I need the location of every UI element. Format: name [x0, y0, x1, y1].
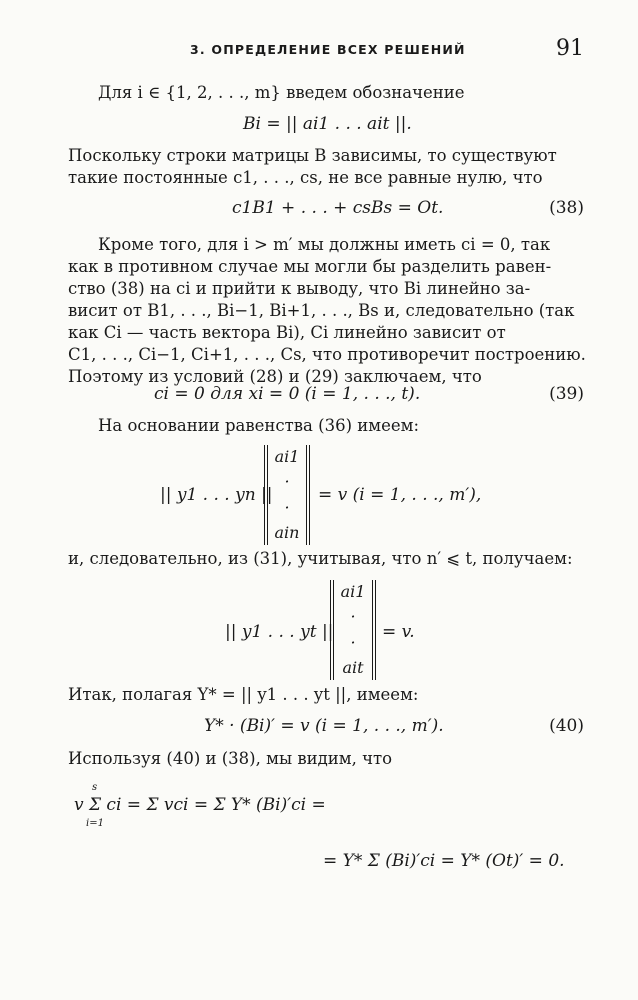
text-line: как Ci — часть вектора Bi), Ci линейно зависит от [68, 323, 506, 342]
running-header [0, 36, 638, 62]
equation-rhs: = v (i = 1, . . ., m′), [318, 485, 482, 505]
text-line: ство (38) на ci и прийти к выводу, что Bi линейно за- [68, 279, 531, 298]
column-entry: · [284, 472, 290, 492]
text-line: и, следовательно, из (31), учитывая, что n′ ⩽ t, получаем: [68, 549, 573, 568]
text-line: Поскольку строки матрицы B зависимы, то существуют [68, 146, 557, 165]
column-vector [330, 580, 376, 680]
text-line: Итак, полагая Y* = || y1 . . . yt ||, имеем: [68, 685, 419, 704]
equation-text: ci = 0 для xi = 0 (i = 1, . . ., t). [154, 384, 421, 404]
chapter-title: 3. ОПРЕДЕЛЕНИЕ ВСЕХ РЕШЕНИЙ [190, 42, 466, 57]
paragraph-6 [68, 684, 588, 706]
paragraph-5 [68, 548, 588, 570]
paragraph-7 [68, 748, 588, 770]
column-entry: · [284, 497, 290, 517]
text-line: как в противном случае мы могли бы разделить равен- [68, 257, 552, 276]
sum-lower-limit: i=1 [86, 818, 104, 829]
column-entry: ait [342, 657, 364, 677]
sum-upper-limit: s [92, 782, 98, 793]
text-line: висит от B1, . . ., Bi−1, Bi+1, . . ., Bs и, следовательно (так [68, 301, 575, 320]
text-line: C1, . . ., Ci−1, Ci+1, . . ., Cs, что противоречит построению. [68, 345, 586, 364]
column-entry: · [350, 607, 356, 627]
text-line: Кроме того, для i > m′ мы должны иметь ci = 0, так [98, 235, 551, 254]
text-line: Для i ∈ {1, 2, . . ., m} введем обозначение [98, 83, 465, 102]
equation-number: (39) [549, 384, 584, 404]
equation-line-1: v Σ ci = Σ vci = Σ Y* (Bi)′ci = [74, 795, 326, 815]
paragraph-3 [68, 234, 588, 388]
equation-number: (40) [549, 716, 584, 736]
equation-line-2: = Y* Σ (Bi)′ci = Y* (Ot)′ = 0. [323, 851, 565, 871]
text-line: Поэтому из условий (28) и (29) заключаем, что [68, 367, 482, 386]
column-entry: ain [274, 522, 300, 542]
paragraph-2 [68, 145, 588, 189]
text-line: такие постоянные c1, . . ., cs, не все равные нулю, что [68, 168, 543, 187]
column-entry: ai1 [274, 447, 300, 466]
column-vector [264, 445, 310, 545]
equation-text: Y* · (Bi)′ = v (i = 1, . . ., m′). [204, 716, 444, 736]
equation-rhs: = v. [382, 622, 415, 642]
column-entry: · [350, 632, 356, 652]
equation-text: c1B1 + . . . + csBs = Ot. [232, 198, 444, 218]
row-vector: || y1 . . . yn || [160, 485, 273, 505]
row-vector: || y1 . . . yt || [225, 622, 334, 642]
paragraph-4 [68, 415, 588, 437]
text-line: На основании равенства (36) имеем: [98, 416, 420, 435]
page-number: 91 [556, 36, 584, 61]
equation-number: (38) [549, 198, 584, 218]
column-entry: ai1 [340, 582, 366, 601]
paragraph-1 [68, 82, 588, 104]
text-line: Используя (40) и (38), мы видим, что [68, 749, 393, 768]
equation-text: Bi = || ai1 . . . ait ||. [243, 114, 412, 134]
